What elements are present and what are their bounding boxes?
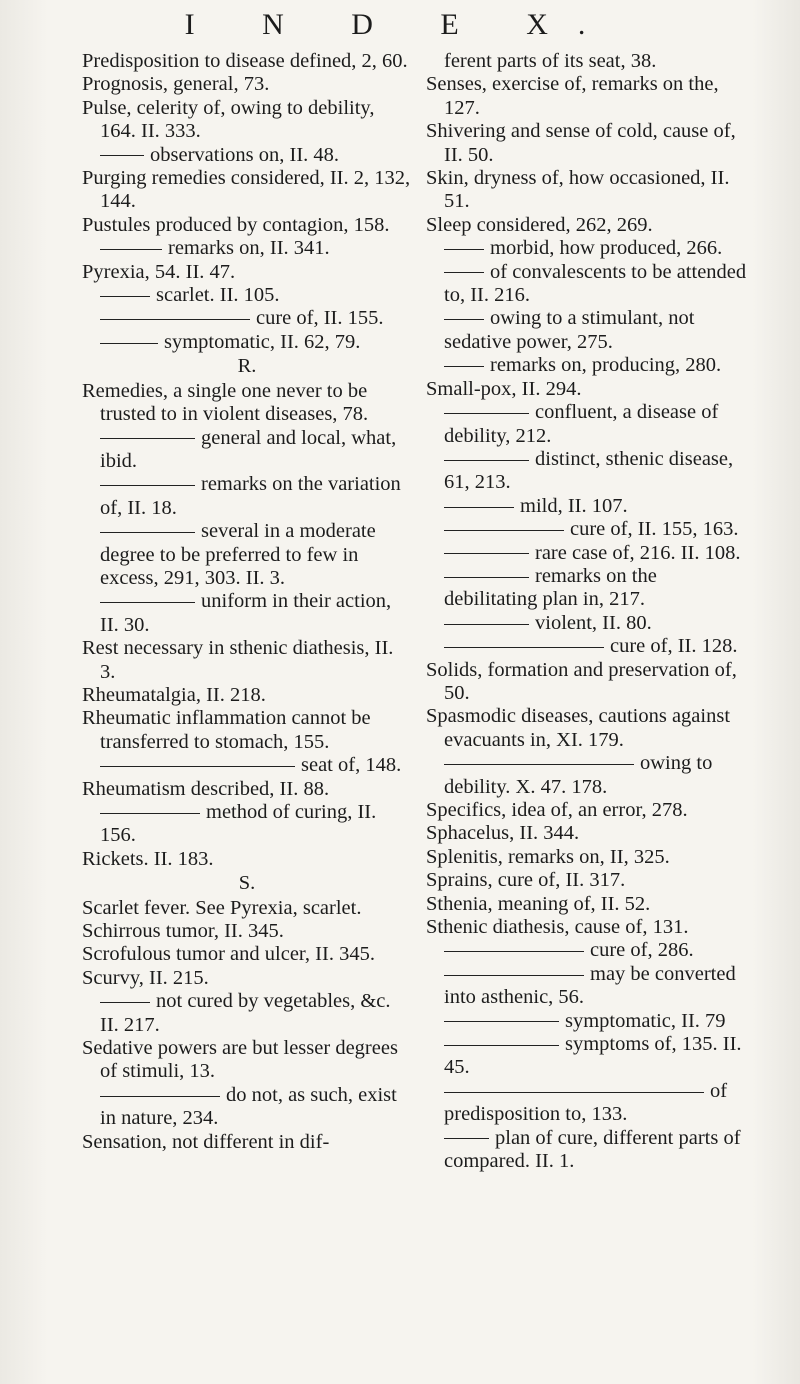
subentry-text: of predisposition to, 133.: [444, 1079, 728, 1126]
subentry-text: cure of, II. 155, 163.: [570, 518, 739, 541]
subentry-text: do not, as such, exist in nature, 234.: [100, 1083, 397, 1130]
ditto-rule: [444, 624, 529, 625]
page-title: I N D E X.: [184, 8, 616, 41]
ditto-rule: [100, 766, 295, 767]
index-entry: Prognosis, general, 73.: [82, 73, 270, 96]
index-subentry: [426, 1010, 754, 1033]
index-entry-continuation: ferent parts of its seat, 38.: [444, 50, 657, 72]
ditto-rule: [444, 975, 584, 976]
index-subentry: [82, 307, 412, 330]
index-entry: Small-pox, II. 294.: [426, 377, 582, 400]
index-entry: Scrofulous tumor and ulcer, II. 345.: [82, 943, 375, 966]
index-entry: Skin, dryness of, how occasioned, II. 51.: [426, 167, 730, 213]
index-entry: Rheumatism described, II. 88.: [82, 777, 330, 800]
subentry-text: confluent, a disease of debility, 212.: [444, 401, 719, 447]
index-subentry: [426, 237, 754, 260]
index-subentry: [426, 542, 754, 565]
subentry-text: remarks on the debilitating plan in, 217.: [444, 564, 657, 611]
index-entry: Remedies, a single one never to be trusted to in violent diseases, 78.: [82, 379, 369, 426]
index-subentry: [82, 331, 412, 354]
ditto-rule: [444, 413, 529, 414]
index-entry: Pustules produced by contagion, 158.: [82, 213, 390, 236]
ditto-rule: [444, 1045, 559, 1046]
index-entry: Rest necessary in sthenic diathesis, II. 3.: [82, 637, 394, 683]
index-subentry: [426, 401, 754, 448]
subentry-text: remarks on the variation of, II. 18.: [100, 473, 401, 519]
index-subentry: [82, 284, 412, 307]
ditto-rule: [444, 460, 529, 461]
subentry-text: symptomatic, II. 79: [565, 1009, 726, 1032]
index-entry: Rheumatalgia, II. 218.: [82, 683, 266, 706]
subentry-text: observations on, II. 48.: [150, 143, 340, 166]
ditto-rule: [444, 647, 604, 648]
subentry-text: remarks on, II. 341.: [168, 237, 330, 260]
subentry-text: owing to a stimulant, not sedative power, 275.: [444, 307, 695, 353]
ditto-rule: [444, 577, 529, 578]
subentry-text: cure of, II. 155.: [256, 307, 384, 330]
index-subentry: [82, 590, 412, 637]
index-entry: Schirrous tumor, II. 345.: [82, 920, 284, 943]
section-letter-heading: R.: [237, 355, 257, 378]
section-letter-heading: S.: [238, 872, 256, 895]
subentry-text: morbid, how produced, 266.: [490, 237, 723, 260]
index-subentry: [426, 518, 754, 541]
subentry-text: cure of, 286.: [590, 939, 694, 962]
index-subentry: [426, 565, 754, 612]
index-entry: Sprains, cure of, II. 317.: [426, 869, 626, 892]
index-entry: Predisposition to disease defined, 2, 60.: [82, 50, 408, 72]
ditto-rule: [100, 319, 250, 320]
index-entry: Sthenia, meaning of, II. 52.: [426, 892, 651, 915]
subentry-text: general and local, what, ibid.: [100, 426, 397, 472]
index-subentry: [426, 612, 754, 635]
subentry-text: may be converted into asthenic, 56.: [444, 962, 736, 1009]
subentry-text: method of curing, II. 156.: [100, 801, 377, 847]
subentry-text: several in a moderate degree to be preferred to few in excess, 291, 303. II. 3.: [100, 520, 376, 589]
index-entry: Specifics, idea of, an error, 278.: [426, 799, 688, 821]
index-subentry: [426, 939, 754, 962]
subentry-text: violent, II. 80.: [535, 611, 652, 634]
index-entry: Sthenic diathesis, cause of, 131.: [426, 916, 689, 939]
index-subentry: [426, 635, 754, 658]
index-entry: Shivering and sense of cold, cause of, II. 50.: [426, 120, 736, 166]
index-entry: Sensation, not different in dif-: [82, 1130, 330, 1153]
index-subentry: [426, 261, 754, 308]
ditto-rule: [444, 249, 484, 250]
ditto-rule: [444, 530, 564, 531]
index-entry: Rickets. II. 183.: [82, 847, 214, 870]
ditto-rule: [444, 1138, 489, 1139]
subentry-text: remarks on, producing, 280.: [490, 354, 722, 377]
subentry-text: symptoms of, 135. II. 45.: [444, 1033, 742, 1079]
index-entry: Purging remedies considered, II. 2, 132, 144.: [82, 167, 411, 213]
index-subentry: [82, 144, 412, 167]
index-entry: Scurvy, II. 215.: [82, 966, 209, 989]
subentry-text: plan of cure, different parts of compared. II. 1.: [444, 1126, 741, 1173]
ditto-rule: [444, 366, 484, 367]
ditto-rule: [100, 343, 158, 344]
ditto-rule: [100, 813, 200, 814]
index-entry: Splenitis, remarks on, II, 325.: [426, 845, 670, 868]
index-entry: Rheumatic inflammation cannot be transferred to stomach, 155.: [82, 707, 371, 753]
index-subentry: [82, 427, 412, 474]
ditto-rule: [100, 532, 195, 533]
ditto-rule: [444, 951, 584, 952]
index-entry: Pyrexia, 54. II. 47.: [82, 260, 236, 283]
index-subentry: [426, 307, 754, 354]
subentry-text: cure of, II. 128.: [610, 635, 738, 658]
index-subentry: [82, 801, 412, 848]
index-subentry: [82, 754, 412, 777]
index-subentry: [426, 963, 754, 1010]
index-entry: Sedative powers are but lesser degrees of stimuli, 13.: [82, 1037, 398, 1083]
subentry-text: symptomatic, II. 62, 79.: [164, 330, 361, 353]
index-entry: Sphacelus, II. 344.: [426, 822, 580, 845]
subentry-text: uniform in their action, II. 30.: [100, 590, 392, 636]
index-subentry: [82, 237, 412, 260]
index-column-left: [82, 50, 412, 1154]
index-entry: Pulse, celerity of, owing to debility, 164. II. 333.: [82, 96, 375, 143]
index-entry: Spasmodic diseases, cautions against evacuants in, XI. 179.: [426, 705, 731, 751]
ditto-rule: [444, 272, 484, 273]
index-subentry: [82, 1084, 412, 1131]
index-subentry: [426, 1080, 754, 1127]
index-subentry: [426, 448, 754, 495]
ditto-rule: [444, 319, 484, 320]
subentry-text: distinct, sthenic disease, 61, 213.: [444, 447, 734, 494]
subentry-text: of convalescents to be attended to, II. 216.: [444, 260, 747, 307]
subentry-text: seat of, 148.: [301, 754, 402, 777]
index-subentry: [426, 495, 754, 518]
ditto-rule: [444, 764, 634, 765]
index-column-right: [426, 50, 754, 1174]
index-entry: Senses, exercise of, remarks on the, 127.: [426, 73, 719, 119]
index-subentry: [82, 473, 412, 520]
ditto-rule: [444, 1021, 559, 1022]
index-subentry: [426, 752, 754, 799]
ditto-rule: [100, 485, 195, 486]
ditto-rule: [100, 249, 162, 250]
ditto-rule: [100, 602, 195, 603]
subentry-text: owing to debility. X. 47. 178.: [444, 752, 713, 798]
subentry-text: mild, II. 107.: [520, 494, 628, 517]
subentry-text: rare case of, 216. II. 108.: [535, 541, 741, 564]
subentry-text: not cured by vegetables, &c. II. 217.: [100, 990, 391, 1036]
index-subentry: [426, 1033, 754, 1080]
ditto-rule: [100, 296, 150, 297]
subentry-text: scarlet. II. 105.: [156, 284, 280, 307]
ditto-rule: [444, 507, 514, 508]
index-subentry: [82, 990, 412, 1037]
ditto-rule: [444, 1092, 704, 1093]
index-entry: Solids, formation and preservation of, 50.: [426, 658, 737, 704]
index-subentry: [82, 520, 412, 590]
index-entry: Scarlet fever. See Pyrexia, scarlet.: [82, 896, 362, 919]
index-subentry: [426, 354, 754, 377]
ditto-rule: [100, 438, 195, 439]
ditto-rule: [100, 155, 144, 156]
ditto-rule: [444, 553, 529, 554]
index-entry: Sleep considered, 262, 269.: [426, 213, 653, 236]
ditto-rule: [100, 1002, 150, 1003]
ditto-rule: [100, 1096, 220, 1097]
index-subentry: [426, 1127, 754, 1174]
